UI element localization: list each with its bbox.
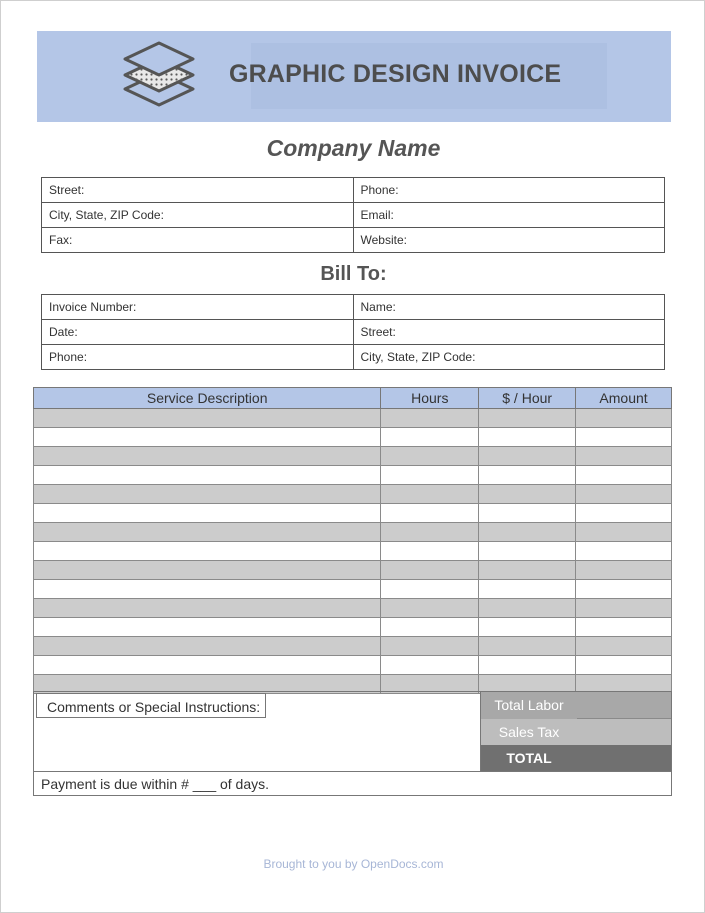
amount-cell[interactable] <box>576 504 672 523</box>
table-row <box>34 504 672 523</box>
hours-cell[interactable] <box>381 409 479 428</box>
amount-cell[interactable] <box>576 447 672 466</box>
service-description-cell[interactable] <box>34 409 381 428</box>
table-row <box>34 447 672 466</box>
hours-cell[interactable] <box>381 504 479 523</box>
hours-cell[interactable] <box>381 523 479 542</box>
hours-header: Hours <box>381 388 479 409</box>
layers-icon <box>119 37 199 111</box>
service-description-cell[interactable] <box>34 504 381 523</box>
amount-cell[interactable] <box>576 656 672 675</box>
rate-cell[interactable] <box>479 485 576 504</box>
company-email-field[interactable]: Email: <box>353 203 665 228</box>
hours-cell[interactable] <box>381 428 479 447</box>
company-street-field[interactable]: Street: <box>42 178 354 203</box>
total-value[interactable] <box>577 745 671 771</box>
service-description-cell[interactable] <box>34 599 381 618</box>
amount-cell[interactable] <box>576 485 672 504</box>
amount-cell[interactable] <box>576 409 672 428</box>
table-row <box>34 599 672 618</box>
bill-phone-field[interactable]: Phone: <box>42 345 354 370</box>
rate-cell[interactable] <box>479 561 576 580</box>
service-description-cell[interactable] <box>34 656 381 675</box>
table-row <box>34 485 672 504</box>
amount-cell[interactable] <box>576 599 672 618</box>
services-body <box>34 409 672 694</box>
hours-cell[interactable] <box>381 656 479 675</box>
amount-cell[interactable] <box>576 523 672 542</box>
hours-cell[interactable] <box>381 580 479 599</box>
service-description-cell[interactable] <box>34 428 381 447</box>
sales-tax-label: Sales Tax <box>481 719 577 745</box>
bill-to-table <box>41 294 665 370</box>
company-info-table <box>41 177 665 253</box>
table-row <box>34 428 672 447</box>
amount-cell[interactable] <box>576 561 672 580</box>
company-phone-field[interactable]: Phone: <box>353 178 665 203</box>
company-name[interactable]: Company Name <box>266 135 441 161</box>
bill-city-field[interactable]: City, State, ZIP Code: <box>353 345 665 370</box>
bill-street-field[interactable]: Street: <box>353 320 665 345</box>
service-description-cell[interactable] <box>34 618 381 637</box>
comments-label: Comments or Special Instructions: <box>36 693 266 718</box>
table-row <box>34 637 672 656</box>
rate-cell[interactable] <box>479 656 576 675</box>
service-description-cell[interactable] <box>34 542 381 561</box>
table-row <box>34 523 672 542</box>
payment-terms[interactable]: Payment is due within # ___ of days. <box>41 776 270 792</box>
services-header-row <box>34 388 672 409</box>
total-label: TOTAL <box>481 745 577 771</box>
amount-cell[interactable] <box>576 428 672 447</box>
rate-cell[interactable] <box>479 637 576 656</box>
invoice-date-field[interactable]: Date: <box>42 320 354 345</box>
summary-section <box>33 691 672 796</box>
hours-cell[interactable] <box>381 599 479 618</box>
table-row <box>34 409 672 428</box>
table-row <box>34 561 672 580</box>
rate-cell[interactable] <box>479 409 576 428</box>
rate-cell[interactable] <box>479 466 576 485</box>
service-description-cell[interactable] <box>34 523 381 542</box>
bill-to-heading: Bill To: <box>320 263 387 285</box>
service-description-header: Service Description <box>34 388 381 409</box>
rate-cell[interactable] <box>479 447 576 466</box>
company-fax-field[interactable]: Fax: <box>42 228 354 253</box>
table-row <box>34 656 672 675</box>
hours-cell[interactable] <box>381 485 479 504</box>
total-labor-value[interactable] <box>577 692 671 719</box>
company-website-field[interactable]: Website: <box>353 228 665 253</box>
rate-cell[interactable] <box>479 618 576 637</box>
amount-header: Amount <box>576 388 672 409</box>
table-row <box>34 542 672 561</box>
rate-cell[interactable] <box>479 580 576 599</box>
table-row <box>42 295 665 320</box>
hours-cell[interactable] <box>381 637 479 656</box>
table-row <box>42 228 665 253</box>
hours-cell[interactable] <box>381 466 479 485</box>
table-row <box>34 618 672 637</box>
rate-cell[interactable] <box>479 523 576 542</box>
amount-cell[interactable] <box>576 466 672 485</box>
payment-divider <box>34 771 671 772</box>
invoice-number-field[interactable]: Invoice Number: <box>42 295 354 320</box>
bill-name-field[interactable]: Name: <box>353 295 665 320</box>
amount-cell[interactable] <box>576 618 672 637</box>
hours-cell[interactable] <box>381 618 479 637</box>
service-description-cell[interactable] <box>34 561 381 580</box>
hours-cell[interactable] <box>381 542 479 561</box>
table-row <box>34 466 672 485</box>
service-description-cell[interactable] <box>34 580 381 599</box>
service-description-cell[interactable] <box>34 447 381 466</box>
invoice-title: GRAPHIC DESIGN INVOICE <box>229 60 562 88</box>
footer-credit: Brought to you by OpenDocs.com <box>263 857 444 871</box>
rate-cell[interactable] <box>479 599 576 618</box>
table-row <box>34 580 672 599</box>
table-row <box>42 203 665 228</box>
rate-header: $ / Hour <box>479 388 576 409</box>
hours-cell[interactable] <box>381 561 479 580</box>
company-city-field[interactable]: City, State, ZIP Code: <box>42 203 354 228</box>
amount-cell[interactable] <box>576 542 672 561</box>
amount-cell[interactable] <box>576 580 672 599</box>
service-description-cell[interactable] <box>34 485 381 504</box>
rate-cell[interactable] <box>479 428 576 447</box>
total-labor-label: Total Labor <box>481 692 577 719</box>
table-row <box>42 320 665 345</box>
rate-cell[interactable] <box>479 542 576 561</box>
service-description-cell[interactable] <box>34 637 381 656</box>
rate-cell[interactable] <box>479 504 576 523</box>
hours-cell[interactable] <box>381 447 479 466</box>
amount-cell[interactable] <box>576 637 672 656</box>
table-row <box>42 178 665 203</box>
table-row <box>42 345 665 370</box>
service-description-cell[interactable] <box>34 466 381 485</box>
sales-tax-value[interactable] <box>577 719 671 745</box>
services-table <box>33 387 672 694</box>
